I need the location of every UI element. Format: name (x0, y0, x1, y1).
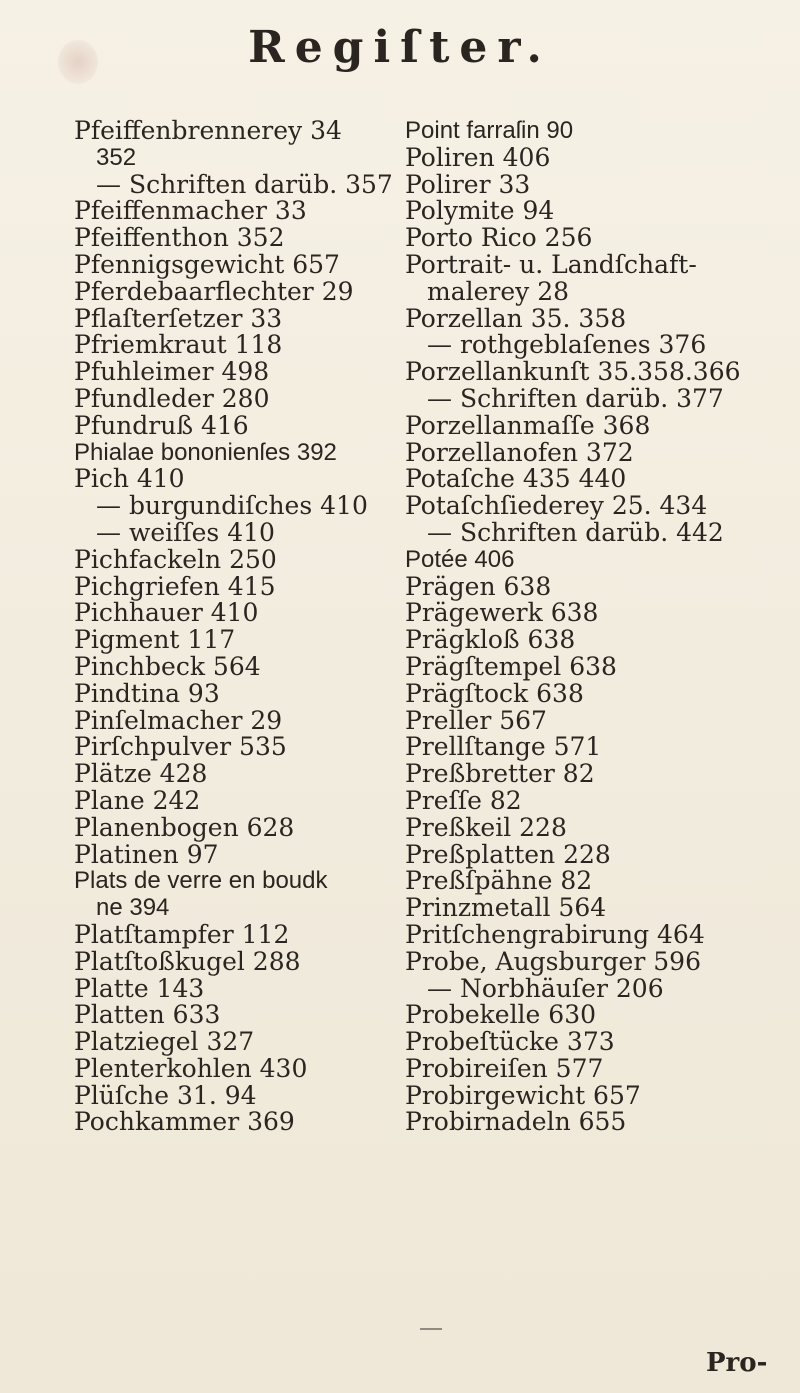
index-entry: Prägſtempel 638 (405, 651, 617, 681)
index-entry: Polymite 94 (405, 196, 555, 226)
index-entry: Preller 567 (405, 705, 547, 735)
index-entry: Pritſchengrabirung 464 (405, 919, 705, 949)
index-entry: Porzellankunſt 35.358.366 (405, 357, 741, 387)
index-entry: Pinchbeck 564 (74, 651, 261, 681)
index-entry: Pfundleder 280 (74, 383, 270, 413)
index-entry: Probireiſen 577 (405, 1053, 604, 1083)
index-entry: malerey 28 (427, 276, 570, 306)
catchword: Pro- (706, 1348, 768, 1378)
index-entry: Prägkloß 638 (405, 625, 576, 655)
index-entry: Platte 143 (74, 973, 205, 1003)
index-entry: Probirgewicht 657 (405, 1080, 641, 1110)
index-entry: — Schriften darüb. 357 (96, 169, 393, 199)
index-entry: Phialae bononienſes 392 (74, 438, 337, 466)
index-entry: — rothgeblaſenes 376 (427, 330, 707, 360)
index-entry: Platinen 97 (74, 839, 219, 869)
index-entry: Preßſpähne 82 (405, 866, 593, 896)
index-entry: Preßkeil 228 (405, 812, 567, 842)
index-entry: Pinſelmacher 29 (74, 705, 283, 735)
index-entry: — Schriften darüb. 377 (427, 383, 724, 413)
index-entry: Prägſtock 638 (405, 678, 584, 708)
index-entry: Platſtampfer 112 (74, 919, 290, 949)
index-entry: Pich 410 (74, 464, 185, 494)
index-entry: Plats de verre en boudk (74, 867, 328, 895)
index-entry: Plüſche 31. 94 (74, 1080, 257, 1110)
index-entry: Platziegel 327 (74, 1027, 255, 1057)
index-entry: Pfeiffenthon 352 (74, 223, 285, 253)
index-entry: Preßbretter 82 (405, 759, 595, 789)
index-entry: Point farraſin 90 (405, 117, 574, 144)
index-entry: Pferdebaarflechter 29 (74, 276, 354, 306)
index-entry: Poliren 406 (405, 142, 551, 172)
index-entry: Pfriemkraut 118 (74, 330, 283, 360)
index-entry: Pfeiffenmacher 33 (74, 196, 307, 226)
index-entry: Plenterkohlen 430 (74, 1053, 308, 1083)
index-entry: Polirer 33 (405, 169, 531, 199)
index-entry: Pfeiffenbrennerey 34 (74, 116, 342, 145)
index-entry: Prinzmetall 564 (405, 893, 607, 923)
index-entry: Porzellanofen 372 (405, 437, 634, 467)
index-entry: Probe, Augsburger 596 (405, 946, 701, 976)
index-entry: Pochkammer 369 (74, 1107, 295, 1137)
index-entry: Preſſe 82 (405, 785, 522, 815)
index-entry: — Norbhäuſer 206 (427, 973, 664, 1003)
index-entry: Prägen 638 (405, 571, 552, 601)
index-column-left (74, 118, 404, 1136)
index-entry: Plätze 428 (74, 759, 208, 789)
index-entry: Prellſtange 571 (405, 732, 602, 762)
index-entry: Potaſchſiederey 25. 434 (405, 491, 708, 521)
index-entry: Pigment 117 (74, 625, 236, 655)
index-entry: Pirſchpulver 535 (74, 732, 287, 762)
index-entry: Pichgriefen 415 (74, 571, 276, 601)
index-entry: Pfennigsgewicht 657 (74, 249, 340, 279)
index-entry: Pichhauer 410 (74, 598, 259, 628)
index-entry: Prägewerk 638 (405, 598, 599, 628)
index-entry: Porto Rico 256 (405, 223, 593, 253)
index-entry: Probeſtücke 373 (405, 1027, 615, 1057)
index-entry: Pflaſterſetzer 33 (74, 303, 283, 333)
index-entry: — weiſſes 410 (96, 517, 275, 547)
index-entry: Platten 633 (74, 1000, 221, 1030)
index-entry: Porzellan 35. 358 (405, 303, 627, 333)
index-entry: Potée 406 (405, 545, 515, 573)
index-entry: Porzellanmaſſe 368 (405, 410, 651, 440)
index-entry: Plane 242 (74, 785, 201, 815)
index-entry: Preßplatten 228 (405, 839, 611, 869)
index-column-right (405, 118, 795, 1136)
index-entry: Probekelle 630 (405, 1000, 597, 1030)
index-entry: Pindtina 93 (74, 678, 220, 708)
index-entry: Probirnadeln 655 (405, 1107, 627, 1137)
index-entry: Pichfackeln 250 (74, 544, 277, 574)
dash-mark (420, 1328, 442, 1330)
index-entry: — burgundiſches 410 (96, 491, 368, 521)
index-entry: Pfundruß 416 (74, 410, 249, 440)
index-entry: Portrait- u. Landſchaft- (405, 249, 697, 279)
index-entry: Pfuhleimer 498 (74, 357, 270, 387)
index-entry: 352 (96, 143, 137, 171)
index-entry: ne 394 (96, 894, 170, 922)
index-entry: Platſtoßkugel 288 (74, 946, 301, 976)
index-entry: — Schriften darüb. 442 (427, 517, 724, 547)
index-entry: Planenbogen 628 (74, 812, 295, 842)
page-header: Regiſter. (248, 22, 552, 73)
index-entry: Potaſche 435 440 (405, 464, 627, 494)
